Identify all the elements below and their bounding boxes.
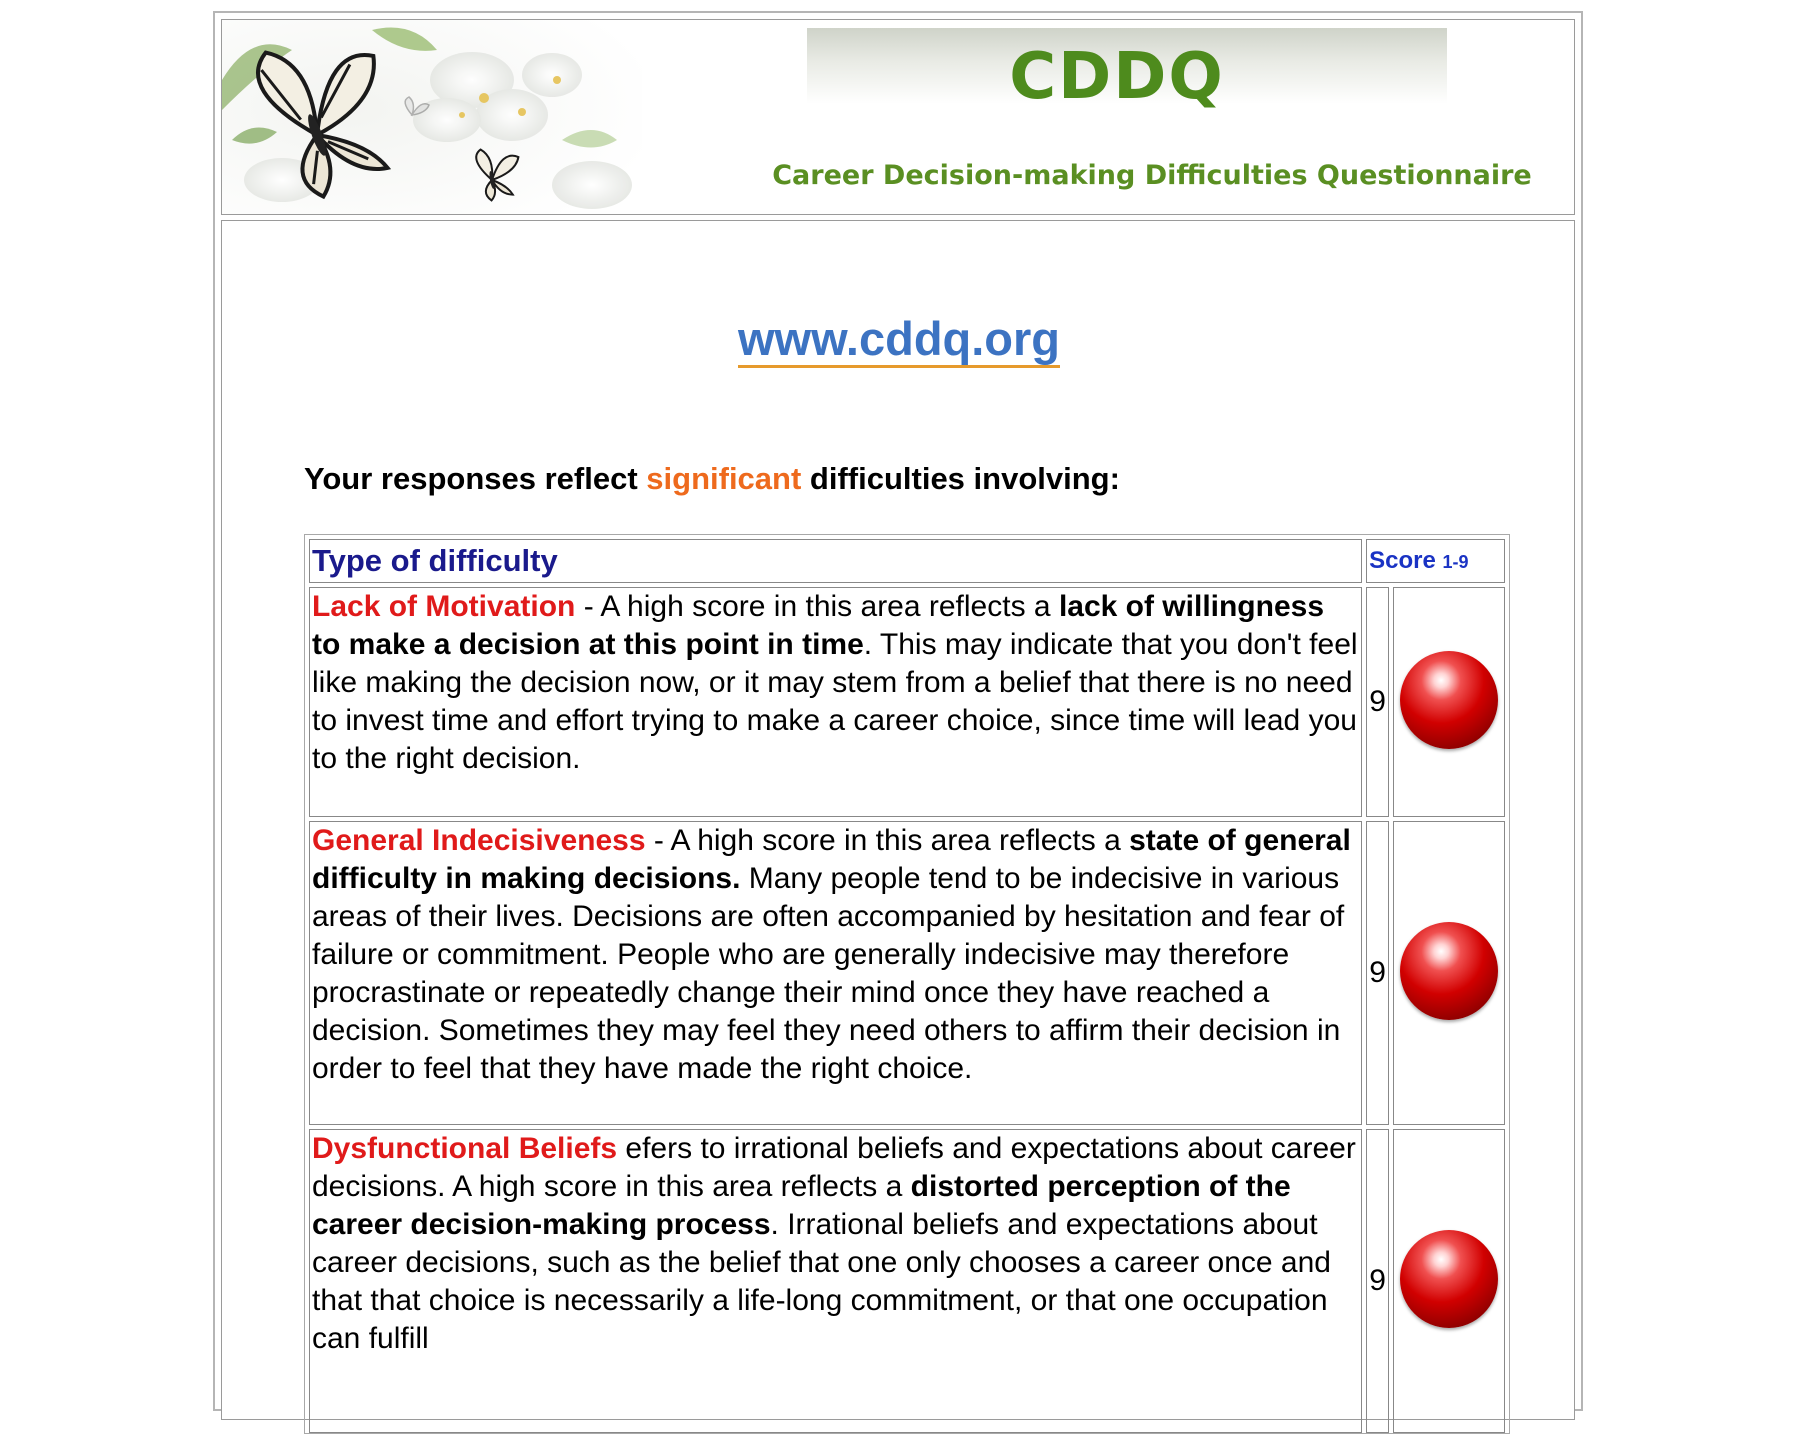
column-header-type: Type of difficulty	[309, 539, 1362, 583]
column-header-score	[1366, 539, 1505, 583]
score-value: 9	[1366, 587, 1389, 817]
header-subtitle: Career Decision-making Difficulties Questionnaire	[772, 160, 1532, 191]
description-emphasis: lack of willingness to make a decision at this point in time	[312, 590, 1325, 661]
description-text: efers to irrational beliefs and expectations about career decisions. A high score in this area reflects a	[312, 1132, 1356, 1203]
red-ball-icon	[1400, 1230, 1498, 1328]
cddq-logo: CDDQ	[1009, 40, 1225, 114]
difficulties-table	[305, 535, 1509, 1437]
red-ball-icon	[1400, 651, 1498, 749]
intro-highlight: significant	[646, 461, 802, 496]
description-emphasis: distorted perception of the career decision-making process	[312, 1170, 1291, 1241]
table-header-row	[309, 539, 1505, 583]
score-indicator-cell	[1393, 587, 1505, 817]
intro-text-before: Your responses reflect	[304, 461, 647, 496]
score-range: 1-9	[1442, 552, 1469, 572]
butterfly-banner-image	[222, 20, 642, 215]
intro-text-after: difficulties involving:	[801, 461, 1120, 496]
site-link-container	[222, 311, 1576, 366]
difficulty-name: General Indecisiveness	[312, 824, 646, 857]
table-row	[309, 821, 1505, 1125]
score-value: 9	[1366, 1129, 1389, 1433]
results-intro	[304, 461, 1120, 497]
difficulty-name: Dysfunctional Beliefs	[312, 1132, 618, 1165]
description-text: - A high score in this area reflects a	[575, 590, 1059, 623]
red-ball-icon	[1400, 922, 1498, 1020]
site-header	[221, 19, 1575, 215]
difficulty-description	[309, 587, 1362, 817]
description-text: - A high score in this area reflects a	[645, 824, 1130, 857]
difficulty-description	[309, 1129, 1362, 1433]
difficulty-description	[309, 821, 1362, 1125]
description-text: . Irrational beliefs and expectations about career decisions, such as the belief that one only chooses a career once and that that choice is necessarily a life-long commitment, or that one occupation can fulfill	[312, 1208, 1331, 1355]
table-row	[309, 587, 1505, 817]
description-text: Many people tend to be indecisive in various areas of their lives. Decisions are often accompanied by hesitation and fear of failure or commitment. People who are generally indecisive may therefore procrastinate or repeatedly change their mind once they have reached a decision. Sometimes they may feel they need others to affirm their decision in order to feel that they have made the right choice.	[312, 862, 1345, 1085]
page-frame	[213, 11, 1583, 1411]
difficulty-name: Lack of Motivation	[312, 590, 576, 623]
score-label: Score	[1369, 547, 1436, 574]
score-indicator-cell	[1393, 1129, 1505, 1433]
description-text: . This may indicate that you don't feel like making the decision now, or it may stem from a belief that there is no need to invest time and effort trying to make a career choice, since time will lead you to the right decision.	[312, 628, 1358, 775]
table-row	[309, 1129, 1505, 1433]
site-link[interactable]: www.cddq.org	[738, 312, 1060, 368]
score-indicator-cell	[1393, 821, 1505, 1125]
description-emphasis: state of general difficulty in making decisions.	[312, 824, 1351, 895]
main-content	[221, 220, 1575, 1420]
score-value: 9	[1366, 821, 1389, 1125]
difficulties-table-wrapper	[304, 534, 1510, 1434]
